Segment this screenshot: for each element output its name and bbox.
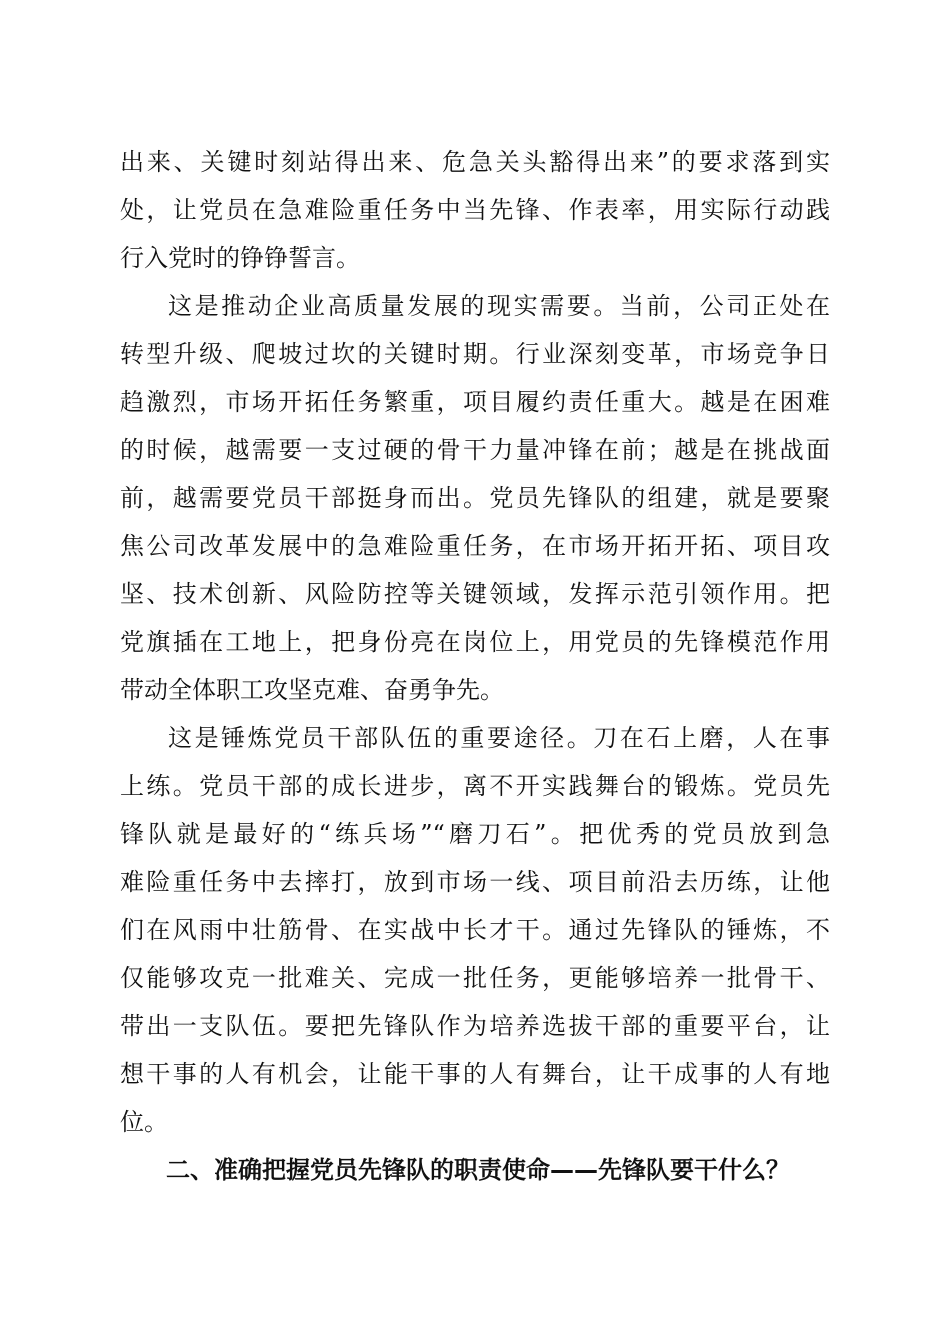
paragraph-3-line-2: 上练。党员干部的成长进步，离不开实践舞台的锻炼。党员先 [120,772,830,800]
paragraph-2-line-4: 的时候，越需要一支过硬的骨干力量冲锋在前；越是在挑战面 [120,436,830,464]
paragraph-2-line-2: 转型升级、爬坡过坎的关键时期。行业深刻变革，市场竞争日 [120,340,830,368]
paragraph-1-line-3: 行入党时的铮铮誓言。 [120,244,360,272]
paragraph-3-line-7: 带出一支队伍。要把先锋队作为培养选拔干部的重要平台，让 [120,1012,830,1040]
paragraph-2-line-6: 焦公司改革发展中的急难险重任务，在市场开拓开拓、项目攻 [120,532,830,560]
paragraph-3-line-8: 想干事的人有机会，让能干事的人有舞台，让干成事的人有地 [120,1060,830,1088]
paragraph-2-line-5: 前，越需要党员干部挺身而出。党员先锋队的组建，就是要聚 [120,484,830,512]
section-heading-2: 二、准确把握党员先锋队的职责使命——先锋队要干什么？ [166,1156,790,1184]
paragraph-2-line-1: 这是推动企业高质量发展的现实需要。当前，公司正处在 [168,292,830,320]
paragraph-3-line-4: 难险重任务中去摔打，放到市场一线、项目前沿去历练，让他 [120,868,830,896]
paragraph-2-line-8: 党旗插在工地上，把身份亮在岗位上，用党员的先锋模范作用 [120,628,830,656]
paragraph-2-line-3: 趋激烈，市场开拓任务繁重，项目履约责任重大。越是在困难 [120,388,830,416]
paragraph-3-line-6: 仅能够攻克一批难关、完成一批任务，更能够培养一批骨干、 [120,964,830,992]
paragraph-1-line-2: 处，让党员在急难险重任务中当先锋、作表率，用实际行动践 [120,196,830,224]
paragraph-3-line-5: 们在风雨中壮筋骨、在实战中长才干。通过先锋队的锤炼，不 [120,916,830,944]
paragraph-3-line-9: 位。 [120,1108,168,1136]
paragraph-3-line-1: 这是锤炼党员干部队伍的重要途径。刀在石上磨，人在事 [168,724,830,752]
paragraph-2-line-9: 带动全体职工攻坚克难、奋勇争先。 [120,676,504,704]
paragraph-2-line-7: 坚、技术创新、风险防控等关键领域，发挥示范引领作用。把 [120,580,830,608]
paragraph-3-line-3: 锋队就是最好的“练兵场”“磨刀石”。把优秀的党员放到急 [120,820,830,848]
paragraph-1-line-1: 出来、关键时刻站得出来、危急关头豁得出来”的要求落到实 [120,148,830,176]
